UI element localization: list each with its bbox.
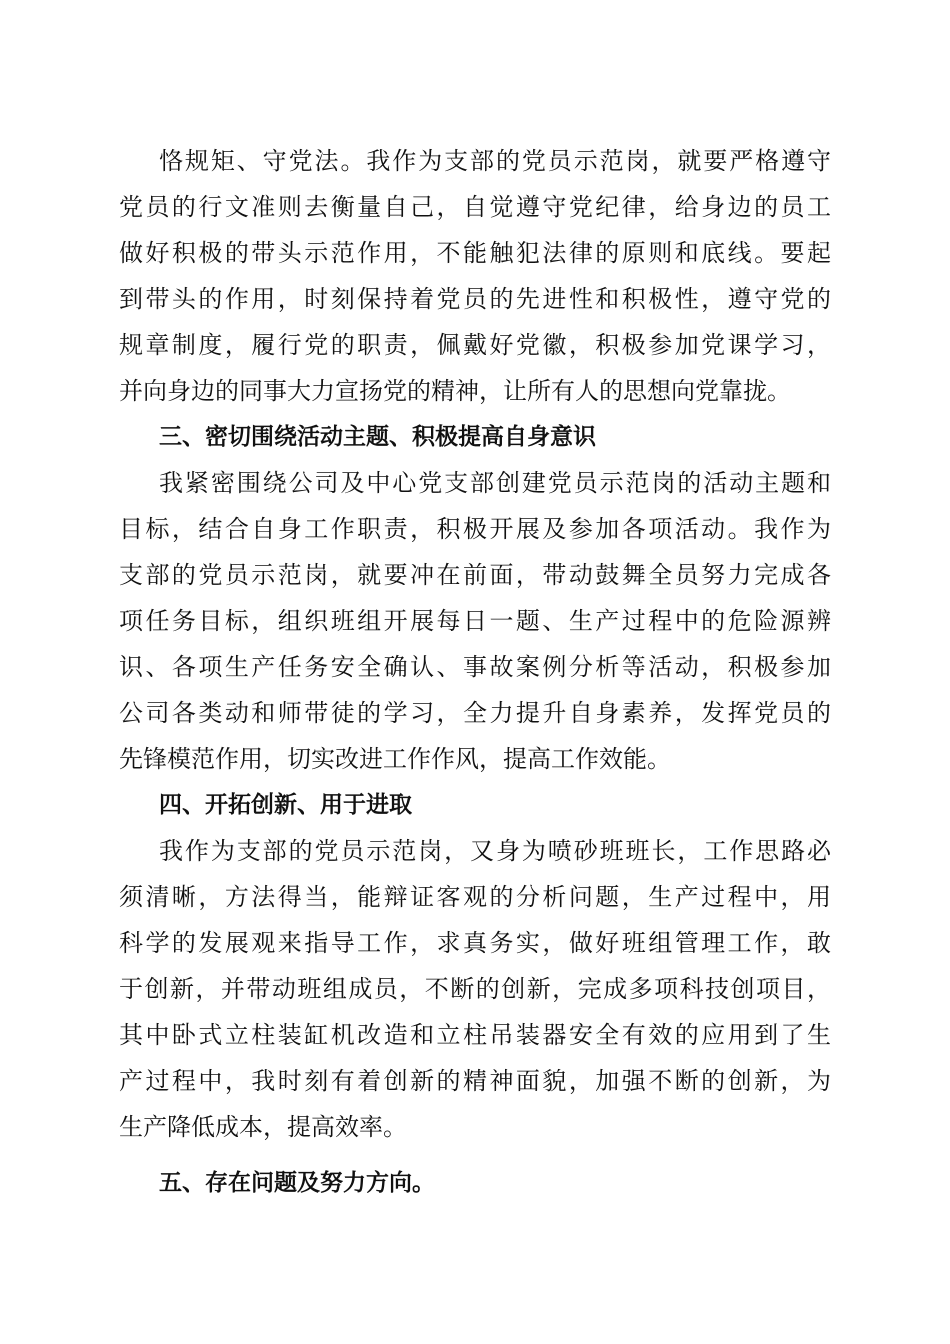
text-line: 须清晰，方法得当，能辩证客观的分析问题，生产过程中，用 [119, 883, 831, 911]
text-line: 生产降低成本，提高效率。 [119, 1113, 407, 1141]
text-line: 我作为支部的党员示范岗，又身为喷砂班班长，工作思路必 [159, 837, 831, 865]
document-page [119, 138, 831, 1206]
paragraph-section-4 [119, 828, 831, 1150]
text-line: 于创新，并带动班组成员，不断的创新，完成多项科技创项目， [119, 975, 831, 1003]
text-line: 其中卧式立柱装缸机改造和立柱吊装器安全有效的应用到了生 [119, 1021, 831, 1049]
text-line: 规章制度，履行党的职责，佩戴好党徽，积极参加党课学习， [119, 331, 831, 359]
text-line: 我紧密围绕公司及中心党支部创建党员示范岗的活动主题和 [159, 469, 831, 497]
text-line: 党员的行文准则去衡量自己，自觉遵守党纪律，给身边的员工 [119, 193, 831, 221]
text-line: 做好积极的带头示范作用，不能触犯法律的原则和底线。要起 [119, 239, 831, 267]
text-line: 项任务目标，组织班组开展每日一题、生产过程中的危险源辨 [119, 607, 831, 635]
text-line: 并向身边的同事大力宣扬党的精神，让所有人的思想向党靠拢。 [119, 377, 791, 405]
section-heading-5: 五、存在问题及努力方向。 [159, 1170, 435, 1196]
section-heading-3: 三、密切围绕活动主题、积极提高自身意识 [159, 424, 596, 450]
paragraph-continuation [119, 138, 831, 414]
text-line: 支部的党员示范岗，就要冲在前面，带动鼓舞全员努力完成各 [119, 561, 831, 589]
section-heading-4: 四、开拓创新、用于进取 [159, 792, 412, 818]
text-line: 目标，结合自身工作职责，积极开展及参加各项活动。我作为 [119, 515, 831, 543]
text-line: 产过程中，我时刻有着创新的精神面貌，加强不断的创新，为 [119, 1067, 831, 1095]
paragraph-section-3 [119, 460, 831, 782]
text-line: 科学的发展观来指导工作，求真务实，做好班组管理工作，敢 [119, 929, 831, 957]
text-line: 恪规矩、守党法。我作为支部的党员示范岗，就要严格遵守 [159, 147, 831, 175]
text-line: 先锋模范作用，切实改进工作作风，提高工作效能。 [119, 745, 671, 773]
text-line: 公司各类动和师带徒的学习，全力提升自身素养，发挥党员的 [119, 699, 831, 727]
text-line: 到带头的作用，时刻保持着党员的先进性和积极性，遵守党的 [119, 285, 831, 313]
text-line: 识、各项生产任务安全确认、事故案例分析等活动，积极参加 [119, 653, 831, 681]
